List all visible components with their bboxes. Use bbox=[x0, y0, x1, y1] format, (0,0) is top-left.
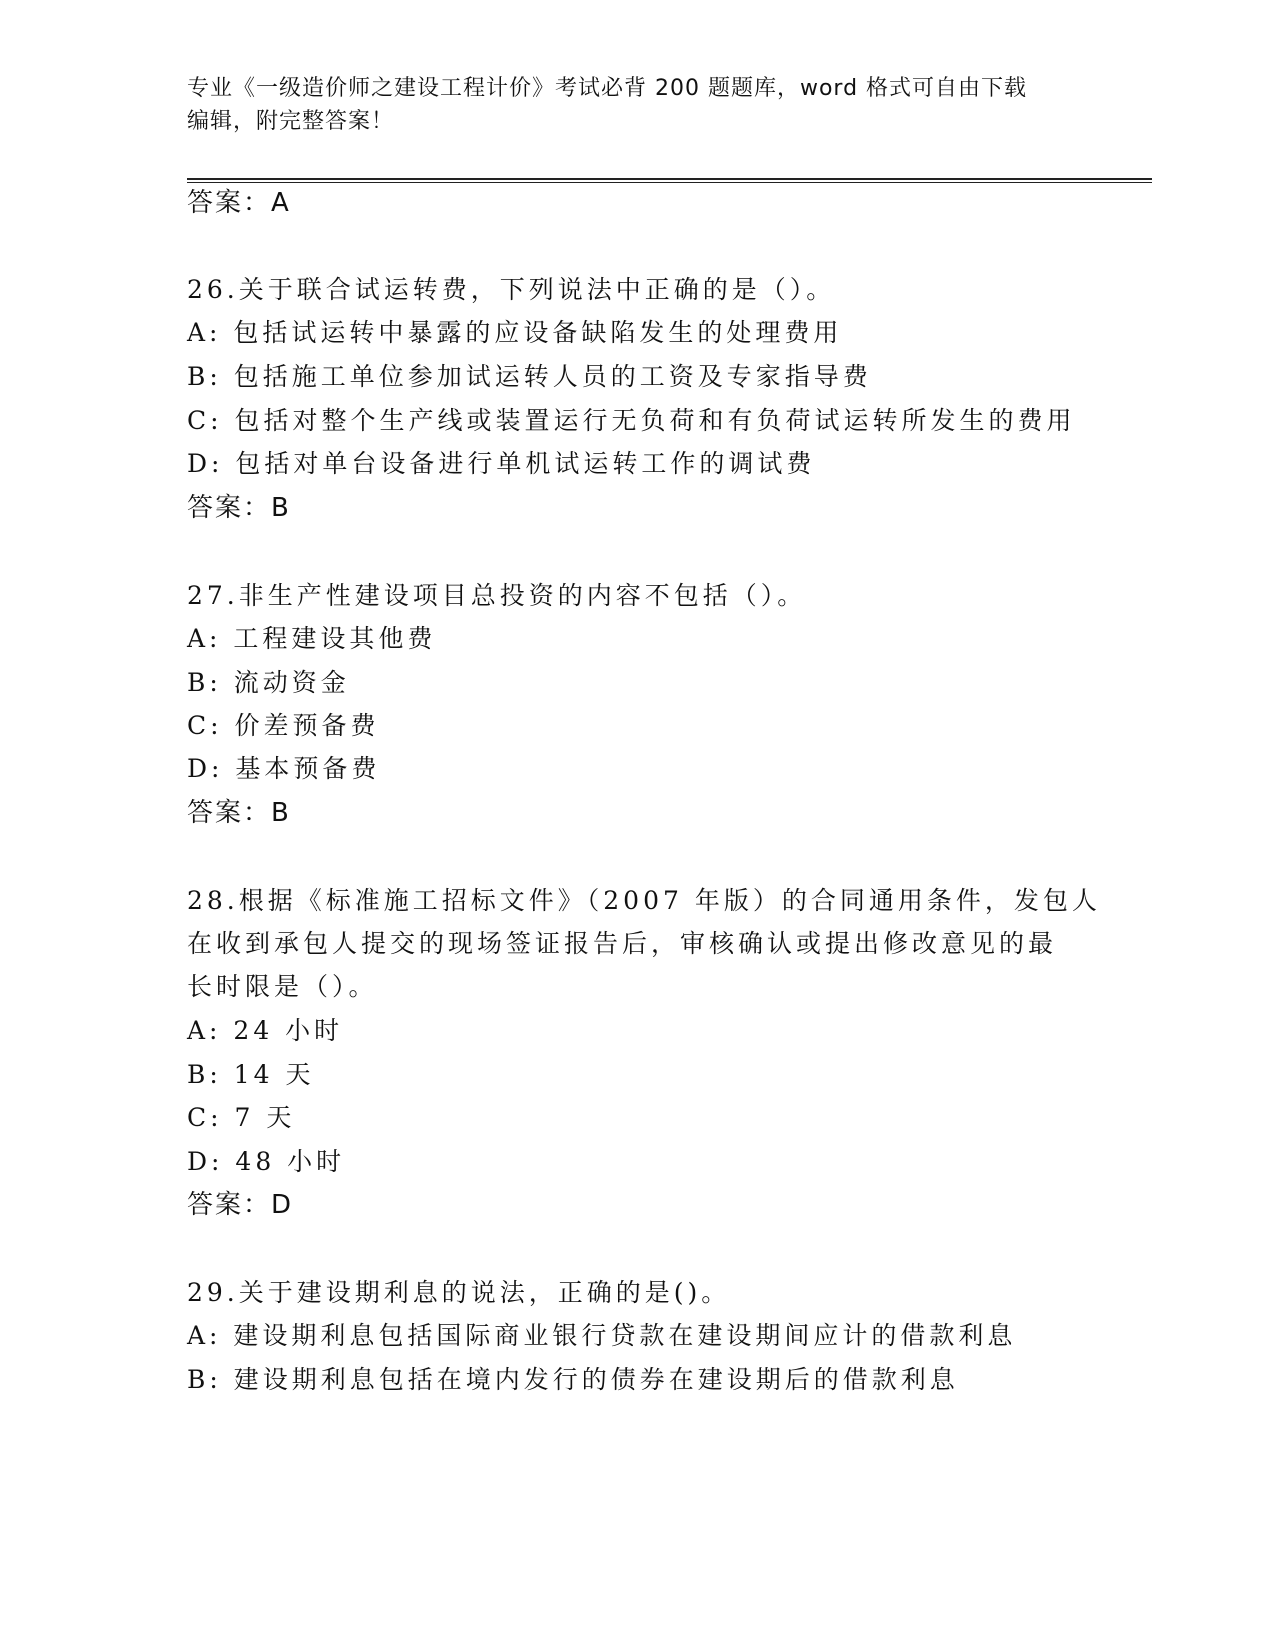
q27-option-d: D: 基本预备费 bbox=[187, 754, 381, 783]
answer-27: 答案：B bbox=[187, 798, 291, 828]
header-divider bbox=[187, 178, 1152, 183]
q26-option-a: A: 包括试运转中暴露的应设备缺陷发生的处理费用 bbox=[187, 318, 843, 347]
q26-option-c: C: 包括对整个生产线或装置运行无负荷和有负荷试运转所发生的费用 bbox=[187, 406, 1076, 435]
question-28-line-2: 在收到承包人提交的现场签证报告后，审核确认或提出修改意见的最 bbox=[187, 929, 1058, 958]
q28-option-d: D: 48 小时 bbox=[187, 1147, 346, 1176]
q27-option-b: B: 流动资金 bbox=[187, 668, 350, 697]
question-28-line-1: 28.根据《标准施工招标文件》（2007 年版）的合同通用条件，发包人 bbox=[187, 886, 1101, 915]
header-line-2: 编辑，附完整答案！ bbox=[187, 109, 395, 134]
answer-26: 答案：B bbox=[187, 493, 291, 523]
header-line-1: 专业《一级造价师之建设工程计价》考试必背 200 题题库，word 格式可自由下载 bbox=[187, 76, 1028, 101]
q28-option-c: C: 7 天 bbox=[187, 1103, 296, 1132]
answer-28: 答案：D bbox=[187, 1190, 294, 1220]
question-26: 26.关于联合试运转费，下列说法中正确的是（）。 bbox=[187, 275, 836, 304]
q29-option-a: A: 建设期利息包括国际商业银行贷款在建设期间应计的借款利息 bbox=[187, 1321, 1017, 1350]
q26-option-d: D: 包括对单台设备进行单机试运转工作的调试费 bbox=[187, 449, 816, 478]
q27-option-c: C: 价差预备费 bbox=[187, 711, 380, 740]
q28-option-a: A: 24 小时 bbox=[187, 1016, 344, 1045]
answer-25: 答案：A bbox=[187, 188, 291, 218]
q28-option-b: B: 14 天 bbox=[187, 1060, 315, 1089]
q27-option-a: A: 工程建设其他费 bbox=[187, 624, 437, 653]
q29-option-b: B: 建设期利息包括在境内发行的债券在建设期后的借款利息 bbox=[187, 1365, 959, 1394]
document-header bbox=[187, 72, 1087, 138]
q26-option-b: B: 包括施工单位参加试运转人员的工资及专家指导费 bbox=[187, 362, 872, 391]
question-28-line-3: 长时限是（）。 bbox=[187, 972, 378, 1001]
question-27: 27.非生产性建设项目总投资的内容不包括（）。 bbox=[187, 581, 807, 610]
question-29: 29.关于建设期利息的说法，正确的是()。 bbox=[187, 1278, 731, 1307]
